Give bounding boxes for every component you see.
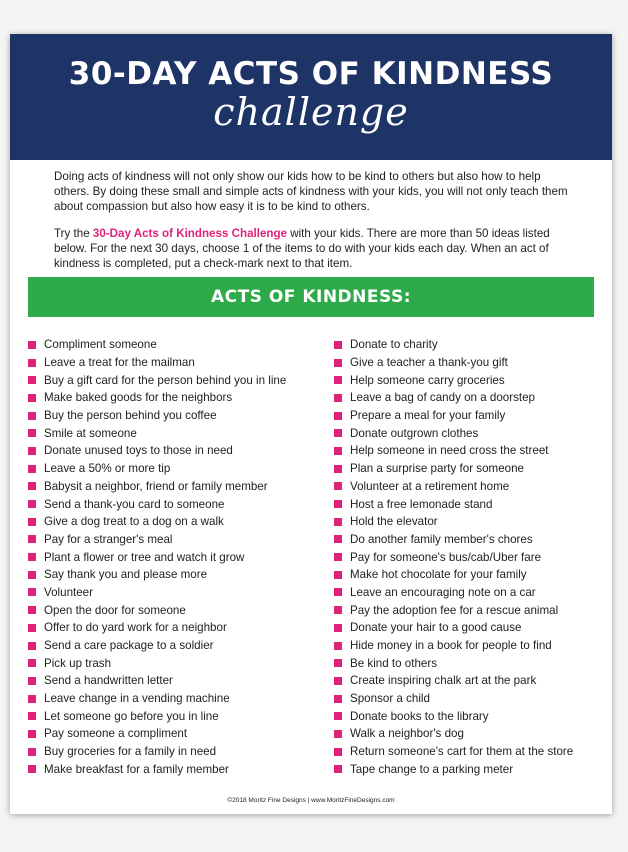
- checkbox-square-icon: [28, 642, 36, 650]
- checkbox-square-icon: [28, 394, 36, 402]
- kindness-item-label: Leave a 50% or more tip: [44, 462, 171, 476]
- checkbox-square-icon: [28, 447, 36, 455]
- kindness-item: [28, 354, 328, 372]
- kindness-item: [28, 548, 328, 566]
- kindness-item-label: Help someone in need cross the street: [350, 444, 549, 458]
- checkbox-square-icon: [334, 748, 342, 756]
- checkbox-square-icon: [334, 712, 342, 720]
- kindness-item: [28, 566, 328, 584]
- kindness-item-label: Give a teacher a thank-you gift: [350, 356, 508, 370]
- checkbox-square-icon: [334, 659, 342, 667]
- kindness-item-label: Host a free lemonade stand: [350, 497, 493, 511]
- kindness-item-label: Say thank you and please more: [44, 568, 208, 582]
- kindness-item-label: Let someone go before you in line: [44, 709, 219, 723]
- kindness-item-label: Send a care package to a soldier: [44, 639, 214, 653]
- checkbox-square-icon: [28, 500, 36, 508]
- checkbox-square-icon: [28, 341, 36, 349]
- kindness-item: [334, 513, 604, 531]
- kindness-item: [28, 460, 328, 478]
- kindness-item-label: Babysit a neighbor, friend or family member: [44, 479, 268, 493]
- kindness-item: [334, 637, 604, 655]
- intro-paragraph-2: [54, 226, 574, 271]
- kindness-item: [334, 690, 604, 708]
- checkbox-square-icon: [334, 412, 342, 420]
- kindness-item: [28, 619, 328, 637]
- kindness-item-label: Donate outgrown clothes: [350, 426, 479, 440]
- kindness-item: [334, 672, 604, 690]
- kindness-item: [28, 690, 328, 708]
- kindness-item-label: Donate to charity: [350, 338, 438, 352]
- kindness-item: [334, 743, 604, 761]
- checkbox-square-icon: [28, 677, 36, 685]
- intro-p2-end: with your kids. There are more than 50 ideas listed below. For the next 30 days, choose 1 of the items to do with your kids each day. When an act of kindness is completed, put a check-mark next to that item.: [54, 227, 550, 270]
- kindness-item-label: Leave a bag of candy on a doorstep: [350, 391, 535, 405]
- checkbox-square-icon: [334, 730, 342, 738]
- kindness-item-label: Plant a flower or tree and watch it grow: [44, 550, 245, 564]
- checkbox-square-icon: [334, 553, 342, 561]
- kindness-item: [334, 389, 604, 407]
- checkbox-square-icon: [334, 359, 342, 367]
- kindness-item-label: Buy a gift card for the person behind you in line: [44, 373, 287, 387]
- checkbox-square-icon: [334, 677, 342, 685]
- kindness-item-label: Donate unused toys to those in need: [44, 444, 233, 458]
- kindness-item-label: Return someone's cart for them at the store: [350, 745, 574, 759]
- kindness-item: [334, 407, 604, 425]
- kindness-item-label: Sponsor a child: [350, 692, 430, 706]
- checkbox-square-icon: [28, 535, 36, 543]
- kindness-item-label: Volunteer at a retirement home: [350, 479, 510, 493]
- checkbox-square-icon: [334, 447, 342, 455]
- checkbox-square-icon: [28, 624, 36, 632]
- kindness-item: [28, 672, 328, 690]
- kindness-item: [28, 389, 328, 407]
- kindness-item: [334, 531, 604, 549]
- intro-paragraph-1: Doing acts of kindness will not only show our kids how to be kind to others but also how to help others. By doing these small and simple acts of kindness with your kids, you will not only teach them about compassion but also how easy it is to be kind to others.: [54, 170, 568, 213]
- checkbox-square-icon: [334, 624, 342, 632]
- intro-p2-start: Try the: [54, 227, 93, 240]
- kindness-item: [334, 707, 604, 725]
- kindness-item: [334, 478, 604, 496]
- kindness-item-label: Help someone carry groceries: [350, 373, 505, 387]
- checkbox-square-icon: [334, 588, 342, 596]
- kindness-item-label: Pay someone a compliment: [44, 727, 188, 741]
- kindness-item-label: Offer to do yard work for a neighbor: [44, 621, 227, 635]
- kindness-item-label: Hold the elevator: [350, 515, 438, 529]
- kindness-item-label: Pick up trash: [44, 656, 112, 670]
- kindness-item: [28, 531, 328, 549]
- kindness-item: [28, 707, 328, 725]
- checkbox-square-icon: [28, 730, 36, 738]
- kindness-item-label: Send a handwritten letter: [44, 674, 173, 688]
- checkbox-square-icon: [28, 606, 36, 614]
- kindness-item: [28, 725, 328, 743]
- kindness-item: [28, 637, 328, 655]
- kindness-item: [334, 619, 604, 637]
- kindness-item: [334, 548, 604, 566]
- right-kindness-list: [334, 336, 604, 778]
- left-kindness-list: [28, 336, 328, 778]
- checkbox-square-icon: [28, 588, 36, 596]
- checkbox-square-icon: [28, 571, 36, 579]
- kindness-item: [334, 601, 604, 619]
- kindness-item-label: Tape change to a parking meter: [350, 762, 514, 776]
- kindness-item: [334, 336, 604, 354]
- checkbox-square-icon: [334, 642, 342, 650]
- kindness-item-label: Make baked goods for the neighbors: [44, 391, 233, 405]
- section-title: ACTS OF KINDNESS:: [210, 287, 412, 307]
- kindness-item-label: Buy the person behind you coffee: [44, 409, 217, 423]
- section-title-bar: [28, 277, 594, 317]
- kindness-item-label: Leave change in a vending machine: [44, 692, 230, 706]
- kindness-item-label: Make breakfast for a family member: [44, 762, 229, 776]
- kindness-item: [334, 442, 604, 460]
- kindness-item-label: Send a thank-you card to someone: [44, 497, 225, 511]
- checkbox-square-icon: [334, 500, 342, 508]
- checkbox-square-icon: [334, 571, 342, 579]
- checkbox-square-icon: [334, 394, 342, 402]
- kindness-item-label: Prepare a meal for your family: [350, 409, 506, 423]
- checkbox-square-icon: [28, 376, 36, 384]
- checkbox-square-icon: [28, 712, 36, 720]
- checkbox-square-icon: [28, 359, 36, 367]
- kindness-item: [334, 725, 604, 743]
- kindness-item-label: Give a dog treat to a dog on a walk: [44, 515, 224, 529]
- kindness-item: [28, 407, 328, 425]
- checkbox-square-icon: [28, 695, 36, 703]
- kindness-item-label: Plan a surprise party for someone: [350, 462, 524, 476]
- checkbox-square-icon: [334, 535, 342, 543]
- kindness-item-label: Make hot chocolate for your family: [350, 568, 527, 582]
- checkbox-square-icon: [28, 465, 36, 473]
- kindness-item: [334, 566, 604, 584]
- kindness-item-label: Walk a neighbor's dog: [350, 727, 464, 741]
- checkbox-square-icon: [28, 429, 36, 437]
- kindness-item: [28, 424, 328, 442]
- kindness-item: [334, 495, 604, 513]
- checkbox-square-icon: [334, 482, 342, 490]
- kindness-item: [28, 478, 328, 496]
- kindness-item-label: Open the door for someone: [44, 603, 186, 617]
- kindness-item: [334, 460, 604, 478]
- kindness-item-label: Pay for a stranger's meal: [44, 532, 173, 546]
- kindness-item: [28, 654, 328, 672]
- kindness-item-label: Pay the adoption fee for a rescue animal: [350, 603, 559, 617]
- kindness-item: [28, 743, 328, 761]
- kindness-item: [334, 371, 604, 389]
- kindness-item-label: Volunteer: [44, 585, 93, 599]
- kindness-item: [28, 761, 328, 779]
- kindness-item-label: Create inspiring chalk art at the park: [350, 674, 537, 688]
- kindness-item: [28, 513, 328, 531]
- kindness-item-label: Leave a treat for the mailman: [44, 356, 195, 370]
- kindness-item: [334, 424, 604, 442]
- checkbox-square-icon: [334, 429, 342, 437]
- kindness-item-label: Smile at someone: [44, 426, 137, 440]
- checkbox-square-icon: [334, 606, 342, 614]
- checkbox-square-icon: [334, 465, 342, 473]
- kindness-item: [334, 584, 604, 602]
- checkbox-square-icon: [334, 765, 342, 773]
- kindness-item: [28, 584, 328, 602]
- printable-page: [10, 34, 612, 814]
- checkbox-square-icon: [28, 748, 36, 756]
- header-banner: [10, 34, 612, 160]
- kindness-item: [28, 336, 328, 354]
- kindness-item: [28, 371, 328, 389]
- kindness-item: [334, 354, 604, 372]
- challenge-name-highlight: 30-Day Acts of Kindness Challenge: [92, 227, 288, 240]
- kindness-item-label: Donate your hair to a good cause: [350, 621, 522, 635]
- checkbox-square-icon: [28, 765, 36, 773]
- kindness-item-label: Do another family member's chores: [350, 532, 533, 546]
- checkbox-square-icon: [334, 376, 342, 384]
- checkbox-square-icon: [28, 553, 36, 561]
- page-subtitle: challenge: [213, 90, 409, 134]
- kindness-item-label: Leave an encouraging note on a car: [350, 585, 536, 599]
- checkbox-square-icon: [28, 659, 36, 667]
- checkbox-square-icon: [28, 482, 36, 490]
- kindness-item-label: Buy groceries for a family in need: [44, 745, 217, 759]
- kindness-item: [334, 761, 604, 779]
- page-title: 30-DAY ACTS OF KINDNESS: [68, 56, 554, 92]
- kindness-item-label: Hide money in a book for people to find: [350, 639, 552, 653]
- checkbox-square-icon: [334, 341, 342, 349]
- kindness-item-label: Be kind to others: [350, 656, 438, 670]
- footer-copyright: ©2018 Moritz Fine Designs | www.MoritzFineDesigns.com: [227, 797, 395, 804]
- kindness-item: [28, 495, 328, 513]
- kindness-item: [28, 442, 328, 460]
- checkbox-square-icon: [334, 518, 342, 526]
- kindness-item: [28, 601, 328, 619]
- checkbox-square-icon: [28, 412, 36, 420]
- intro-text: [54, 169, 574, 283]
- checkbox-square-icon: [334, 695, 342, 703]
- kindness-item-label: Donate books to the library: [350, 709, 489, 723]
- kindness-item-label: Compliment someone: [44, 338, 157, 352]
- kindness-item: [334, 654, 604, 672]
- kindness-item-label: Pay for someone's bus/cab/Uber fare: [350, 550, 542, 564]
- checkbox-square-icon: [28, 518, 36, 526]
